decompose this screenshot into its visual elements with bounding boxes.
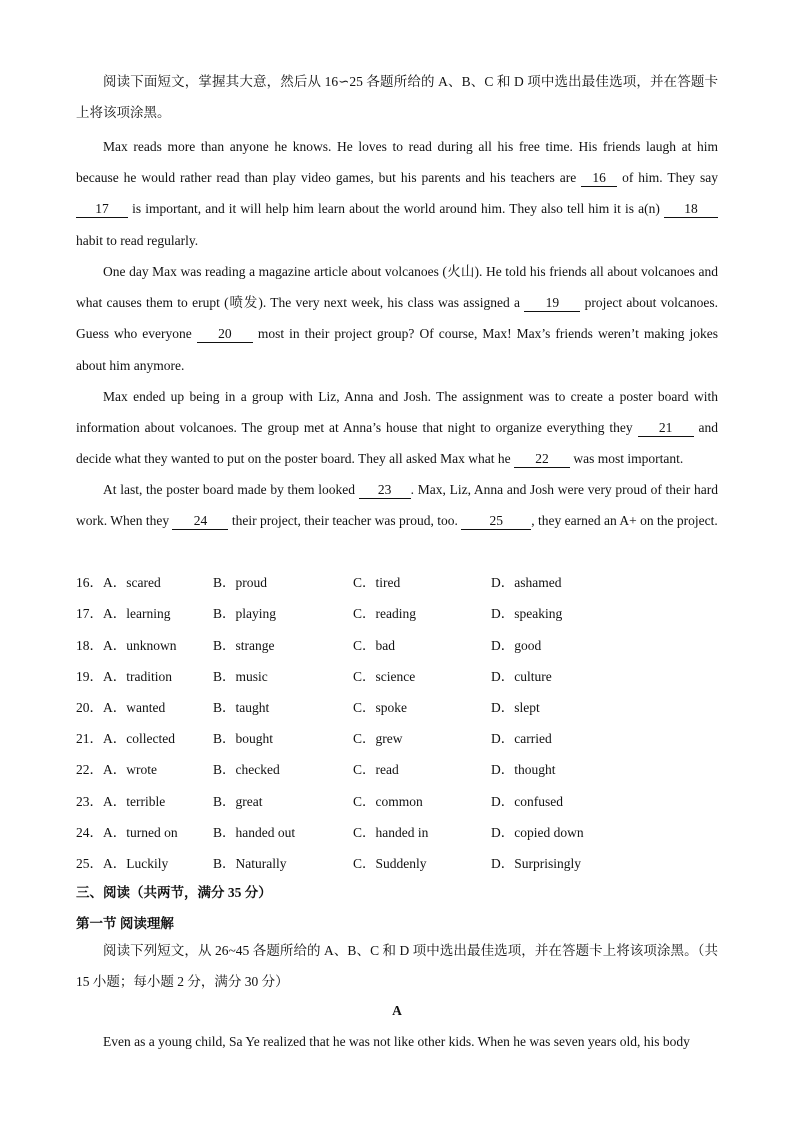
option-c: C．common	[353, 794, 423, 809]
blank-22: 22	[514, 451, 570, 468]
question-number-option-a: 16．A．scared	[76, 575, 161, 590]
text: is important, and it will help him learn about the world around him. They also tell him it is a(n)	[128, 201, 664, 217]
text: habit to read regularly.	[76, 232, 199, 248]
option-b: B．proud	[213, 575, 267, 590]
question-number-option-a: 20．A．wanted	[76, 700, 166, 715]
option-c: C．reading	[353, 606, 416, 621]
blank-21: 21	[638, 420, 694, 437]
question-number-option-a: 23．A．terrible	[76, 794, 166, 809]
text: was most important.	[570, 451, 684, 467]
option-b: B．bought	[213, 731, 274, 746]
text: At last, the poster board made by them looked	[103, 482, 359, 497]
text: One day Max was reading a magazine article about volcanoes (火山). He told his friends all about volcanoes and what causes them to erupt (喷发). The very next week, his class was assigned a	[76, 264, 718, 311]
question-number-option-a: 25．A．Luckily	[76, 856, 169, 871]
blank-16: 16	[581, 170, 617, 187]
option-c: C．Suddenly	[353, 856, 427, 871]
blank-24: 24	[172, 513, 228, 530]
option-d: D．carried	[491, 731, 552, 746]
option-c: C．science	[353, 669, 416, 684]
blank-17: 17	[76, 201, 128, 218]
reading-instruction: 阅读下列短文，从 26~45 各题所给的 A、B、C 和 D 项中选出最佳选项，并在答题卡上将该项涂黑。（共 15 小题；每小题 2 分，满分 30 分）	[76, 943, 718, 990]
blank-20: 20	[197, 326, 253, 343]
passage-label: A	[392, 1003, 402, 1018]
blank-19: 19	[524, 295, 580, 312]
option-d: D．good	[491, 638, 542, 653]
option-b: B．great	[213, 794, 263, 809]
option-d: D．thought	[491, 762, 556, 777]
blank-18: 18	[664, 201, 718, 218]
question-number-option-a: 24．A．turned on	[76, 825, 178, 840]
option-c: C．tired	[353, 575, 401, 590]
text: and decide what they wanted to put on the poster board. They all asked Max what he	[76, 420, 718, 467]
question-number-option-a: 18．A．unknown	[76, 638, 177, 653]
option-d: D．Surprisingly	[491, 856, 582, 871]
option-d: D．confused	[491, 794, 563, 809]
text: their project, their teacher was proud, too.	[228, 513, 462, 529]
cloze-instruction: 阅读下面短文，掌握其大意，然后从 16∽25 各题所给的 A、B、C 和 D 项中选出最佳选项，并在答题卡上将该项涂黑。	[76, 74, 718, 121]
sub-section-heading: 第一节 阅读理解	[76, 916, 174, 931]
question-number-option-a: 22．A．wrote	[76, 762, 157, 777]
cloze-paragraph-2	[76, 256, 718, 381]
option-b: B．Naturally	[213, 856, 287, 871]
blank-23: 23	[359, 482, 411, 499]
cloze-paragraph-4	[76, 474, 718, 536]
section-heading: 三、阅读（共两节，满分 35 分）	[76, 885, 272, 900]
option-c: C．read	[353, 762, 399, 777]
option-d: D．ashamed	[491, 575, 562, 590]
blank-25: 25	[461, 513, 531, 530]
question-number-option-a: 19．A．tradition	[76, 669, 172, 684]
cloze-paragraph-1	[76, 131, 718, 256]
option-c: C．spoke	[353, 700, 407, 715]
option-d: D．copied down	[491, 825, 584, 840]
text: Max ended up being in a group with Liz, Anna and Josh. The assignment was to create a poster board with information about volcanoes. The group met at Anna’s house that night to organize everything they	[76, 389, 718, 436]
option-b: B．playing	[213, 606, 276, 621]
text: most in their project group? Of course, Max! Max’s friends weren’t making jokes about him anymore.	[76, 326, 718, 373]
passage-a-start: Even as a young child, Sa Ye realized that he was not like other kids. When he was seven years old, his body	[103, 1034, 690, 1049]
option-d: D．slept	[491, 700, 540, 715]
question-number-option-a: 21．A．collected	[76, 731, 175, 746]
option-b: B．music	[213, 669, 268, 684]
text: Max reads more than anyone he knows. He loves to read during all his free time. His friends laugh at him because he would rather read than play video games, but his parents and his teachers are	[76, 139, 718, 186]
option-b: B．checked	[213, 762, 280, 777]
cloze-paragraph-3	[76, 381, 718, 475]
option-d: D．speaking	[491, 606, 563, 621]
text: . Max, Liz, Anna and Josh were very proud of their hard work. When they	[76, 482, 718, 529]
option-c: C．handed in	[353, 825, 429, 840]
text: of him. They say	[617, 170, 718, 186]
question-number-option-a: 17．A．learning	[76, 606, 171, 621]
option-c: C．grew	[353, 731, 403, 746]
option-b: B．taught	[213, 700, 270, 715]
option-b: B．strange	[213, 638, 275, 653]
text: , they earned an A+ on the project.	[531, 513, 718, 529]
option-d: D．culture	[491, 669, 552, 684]
option-c: C．bad	[353, 638, 395, 653]
option-b: B．handed out	[213, 825, 296, 840]
text: project about volcanoes. Guess who everyone	[76, 295, 718, 342]
